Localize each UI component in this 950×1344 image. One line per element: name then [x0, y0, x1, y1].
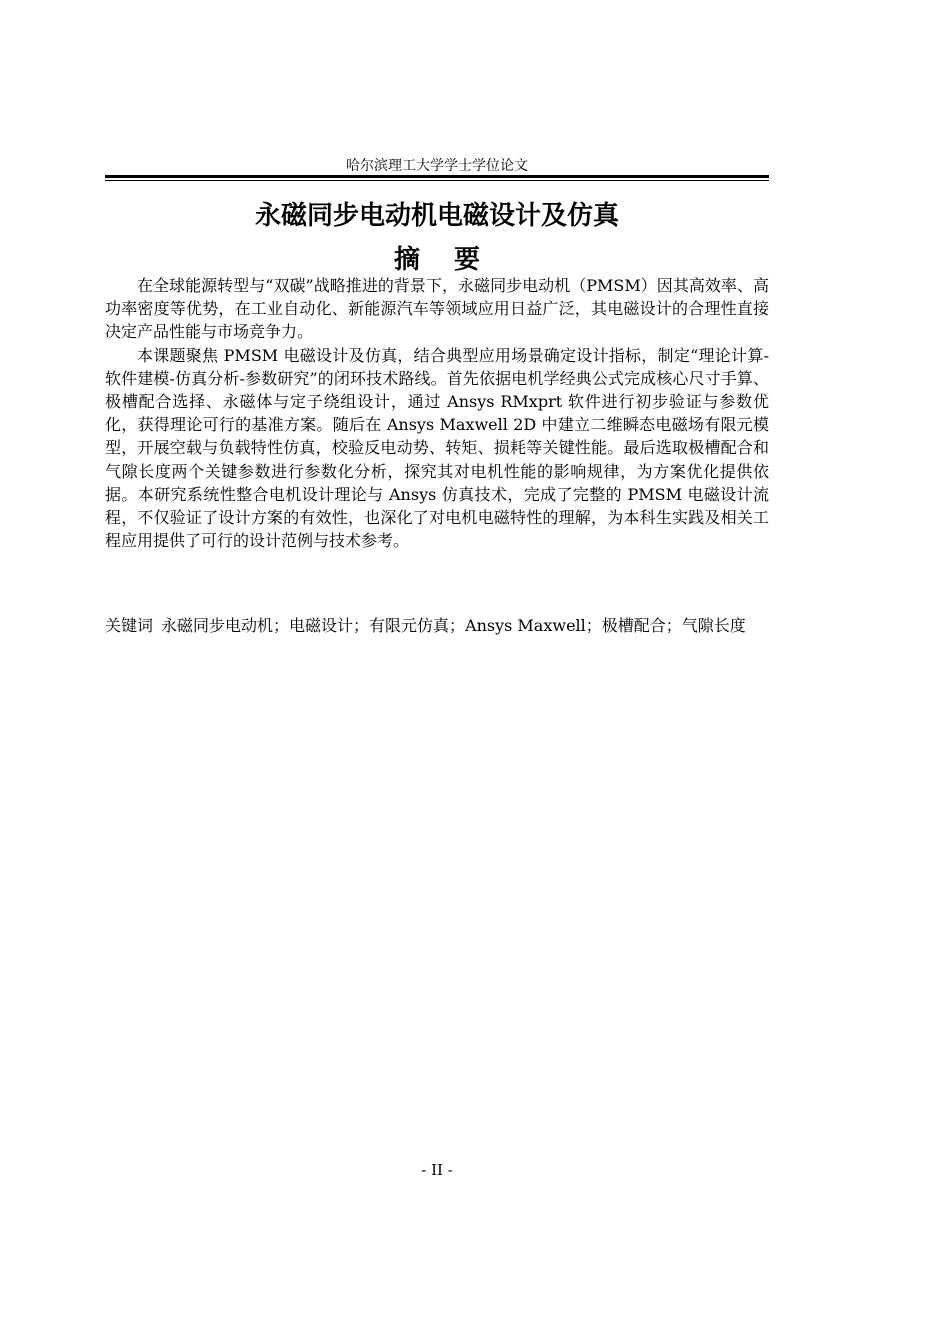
running-header: 哈尔滨理工大学学士学位论文 [346, 158, 528, 174]
abstract-paragraph-1: 在全球能源转型与“双碳”战略推进的背景下，永磁同步电动机（PMSM）因其高效率、高功率密度等优势，在工业自动化、新能源汽车等领域应用日益广泛，其电磁设计的合理性直接决定产品性能与市场竞争力。 [105, 276, 769, 342]
keywords-block [105, 614, 781, 637]
abstract-paragraph-2: 本课题聚焦 PMSM 电磁设计及仿真，结合典型应用场景确定设计指标，制定“理论计算-软件建模-仿真分析-参数研究”的闭环技术路线。首先依据电机学经典公式完成核心尺寸手算、极槽配合选择、永磁体与定子绕组设计，通过 Ansys RMxprt 软件进行初步验证与参数优化，获得理论可行的基准方案。随后在 Ansys Maxwell 2D 中建立二维瞬态电磁场有限元模型，开展空载与负载特性仿真，校验反电动势、转矩、损耗等关键性能。最后选取极槽配合和气隙长度两个关键参数进行参数化分析，探究其对电机性能的影响规律，为方案优化提供依据。本研究系统性整合电机设计理论与 Ansys 仿真技术，完成了完整的 PMSM 电磁设计流程，不仅验证了设计方案的有效性，也深化了对电机电磁特性的理解，为本科生实践及相关工程应用提供了可行的设计范例与技术参考。 [105, 345, 769, 551]
abstract-heading: 摘要 [393, 245, 514, 275]
header-rule-thin [105, 180, 769, 181]
keywords-label: 关键词 [105, 616, 154, 635]
page-number: - II - [421, 1161, 453, 1179]
abstract-body [105, 274, 769, 552]
header-rule-thick [105, 175, 769, 178]
keywords-text: 永磁同步电动机；电磁设计；有限元仿真；Ansys Maxwell；极槽配合；气隙长度 [161, 616, 746, 635]
thesis-title: 永磁同步电动机电磁设计及仿真 [254, 201, 619, 231]
